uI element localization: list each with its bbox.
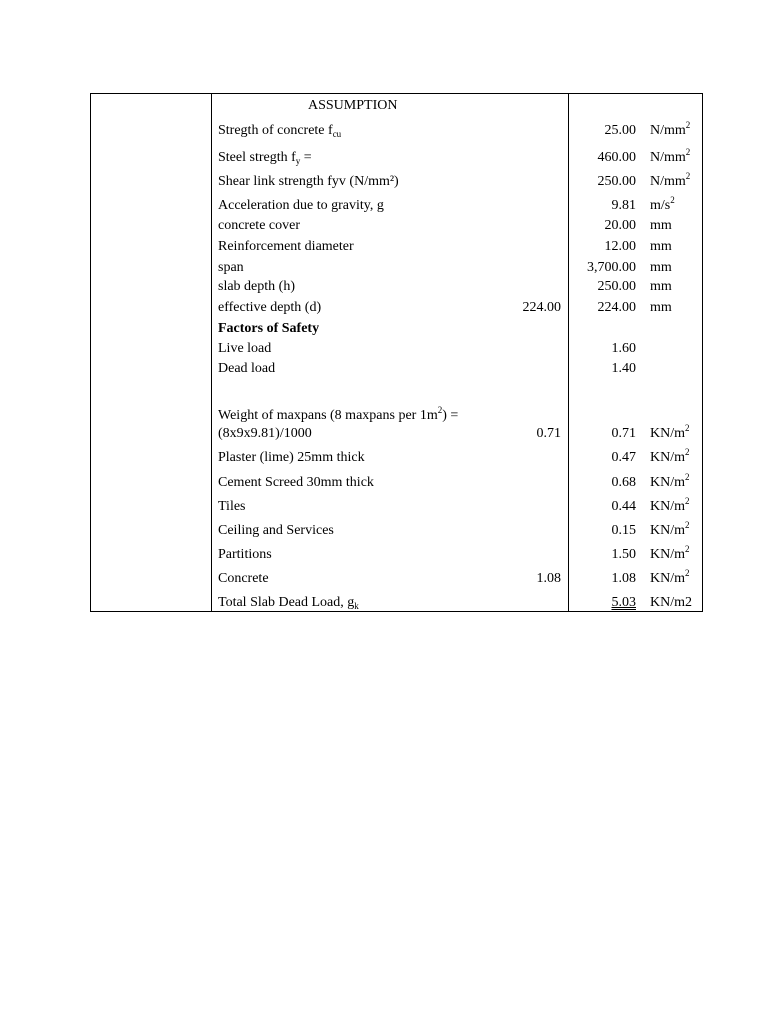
row-label: Total Slab Dead Load, $g_k$	[218, 595, 359, 611]
row-value: 12.00	[604, 239, 636, 254]
table-row-maxpans	[91, 424, 702, 444]
row-value: 3,700.00	[587, 260, 636, 275]
row-unit: $N/mm^2$	[650, 147, 691, 165]
row-unit: $KN/m^2$	[650, 423, 690, 441]
row-unit: $N/mm^2$	[650, 120, 691, 138]
row-label: concrete cover	[218, 218, 300, 233]
row-label: Steel stregth $f_y$ =	[218, 150, 312, 166]
table-row-cover	[91, 216, 702, 236]
row-label: Tiles	[218, 499, 246, 514]
row-unit: KN/m2	[650, 595, 692, 610]
row-unit: mm	[650, 279, 672, 294]
table-row-effective-depth	[91, 298, 702, 318]
row-label: Partitions	[218, 547, 272, 562]
table-row-gravity	[91, 196, 702, 216]
row-label: Ceiling and Services	[218, 523, 334, 538]
table-row-fy	[91, 148, 702, 168]
row-value: 20.00	[604, 218, 636, 233]
row-value: 0.47	[611, 450, 636, 465]
row-unit: $KN/m^2$	[650, 472, 690, 490]
row-label: span	[218, 260, 244, 275]
section-heading-factors-of-safety	[91, 319, 702, 339]
table-row-partitions	[91, 545, 702, 565]
table-row-tiles	[91, 497, 702, 517]
table-row-depth	[91, 277, 702, 297]
total-value: 5.03	[611, 595, 636, 610]
row-unit: mm	[650, 239, 672, 254]
row-label: Reinforcement diameter	[218, 239, 354, 254]
row-value: 250.00	[597, 174, 636, 189]
row-value: 0.15	[611, 523, 636, 538]
table-row-maxpans-line1	[91, 406, 702, 426]
row-value: 1.40	[611, 361, 636, 376]
row-label: Shear link strength fyv (N/mm²)	[218, 174, 399, 189]
row-mid-value: 0.71	[536, 426, 561, 441]
row-label: Dead load	[218, 361, 276, 376]
table-row-plaster	[91, 448, 702, 468]
row-value: 0.71	[611, 426, 636, 441]
row-value: 0.68	[611, 475, 636, 490]
row-unit: $KN/m^2$	[650, 568, 690, 586]
table-title: ASSUMPTION	[308, 98, 398, 113]
table-row-fyv	[91, 172, 702, 192]
row-unit: $KN/m^2$	[650, 520, 690, 538]
row-label: Weight of maxpans (8 maxpans per $1m^2$) =	[218, 405, 459, 423]
table-row-rebar	[91, 237, 702, 257]
row-unit: mm	[650, 260, 672, 275]
row-mid-value: 1.08	[536, 571, 561, 586]
row-mid-value: 224.00	[522, 300, 561, 315]
row-label: slab depth (h)	[218, 279, 295, 294]
row-unit: $N/mm^2$	[650, 171, 691, 189]
table-row-live-load	[91, 339, 702, 359]
row-value: 1.60	[611, 341, 636, 356]
row-label: Plaster (lime) 25mm thick	[218, 450, 365, 465]
row-value: 1.08	[611, 571, 636, 586]
row-unit: $KN/m^2$	[650, 544, 690, 562]
row-label: Live load	[218, 341, 272, 356]
row-value: 460.00	[597, 150, 636, 165]
row-unit: mm	[650, 218, 672, 233]
row-value: 25.00	[604, 123, 636, 138]
row-unit: mm	[650, 300, 672, 315]
section-heading: Factors of Safety	[218, 321, 320, 336]
table-row-concrete	[91, 569, 702, 589]
table-row-ceiling	[91, 521, 702, 541]
row-value: 1.50	[611, 547, 636, 562]
table-row-fcu	[91, 121, 702, 141]
row-unit: $KN/m^2$	[650, 447, 690, 465]
table-row-total	[91, 593, 702, 613]
row-value: 9.81	[611, 198, 636, 213]
table-row-screed	[91, 473, 702, 493]
table-row-dead-load	[91, 359, 702, 379]
row-label: Cement Screed 30mm thick	[218, 475, 374, 490]
row-label: Concrete	[218, 571, 269, 586]
table-row-span	[91, 258, 702, 278]
row-value: 250.00	[597, 279, 636, 294]
row-label-line2: (8x9x9.81)/1000	[218, 426, 312, 441]
row-value: 0.44	[611, 499, 636, 514]
row-value: 224.00	[597, 300, 636, 315]
row-unit: $KN/m^2$	[650, 496, 690, 514]
assumption-table	[90, 93, 703, 612]
row-unit: $m/s^2$	[650, 195, 675, 213]
row-label: Acceleration due to gravity, g	[218, 198, 384, 213]
row-label: Stregth of concrete $f_{cu}$	[218, 123, 342, 139]
row-label: effective depth (d)	[218, 300, 322, 315]
